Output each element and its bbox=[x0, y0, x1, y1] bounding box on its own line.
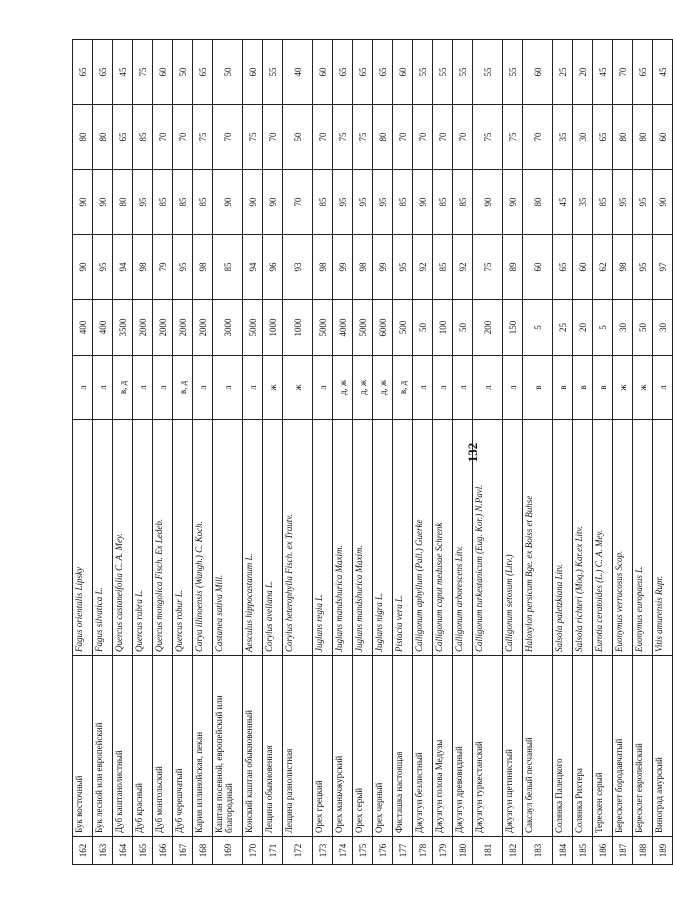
latin-name: Vitis amurensis Rupr. bbox=[653, 420, 673, 656]
row-number: 173 bbox=[313, 837, 333, 865]
row-number: 166 bbox=[153, 837, 173, 865]
value-col-3: 85 bbox=[133, 105, 153, 170]
latin-name: Haloxylon persicum Bge. ex Boiss et Buhse bbox=[523, 420, 553, 656]
page-number: 132 bbox=[465, 442, 480, 463]
value-col-4: 60 bbox=[153, 40, 173, 105]
latin-name: Castanea sativa Mill. bbox=[213, 420, 243, 656]
value-col-3: 70 bbox=[263, 105, 283, 170]
value-col-2: 90 bbox=[503, 170, 523, 235]
category-code: в bbox=[593, 356, 613, 420]
category-code: л bbox=[243, 356, 263, 420]
value-col-1: 98 bbox=[313, 235, 333, 300]
row-number: 168 bbox=[193, 837, 213, 865]
category-code: л bbox=[133, 356, 153, 420]
value-col-4: 55 bbox=[263, 40, 283, 105]
russian-name: Саксаул белый песчаный bbox=[523, 656, 553, 837]
area-value: 50 bbox=[413, 300, 433, 356]
russian-name: Лещина разнолистная bbox=[283, 656, 313, 837]
row-number: 162 bbox=[73, 837, 93, 865]
value-col-3: 35 bbox=[553, 105, 573, 170]
area-value: 100 bbox=[433, 300, 453, 356]
value-col-1: 89 bbox=[503, 235, 523, 300]
value-col-3: 80 bbox=[373, 105, 393, 170]
category-code: д, ж bbox=[353, 356, 373, 420]
area-value: 400 bbox=[93, 300, 113, 356]
table-row bbox=[213, 40, 243, 865]
latin-name: Juglans nigra L. bbox=[373, 420, 393, 656]
value-col-4: 60 bbox=[523, 40, 553, 105]
area-value: 30 bbox=[653, 300, 673, 356]
value-col-1: 96 bbox=[263, 235, 283, 300]
table-row bbox=[593, 40, 613, 865]
row-number: 181 bbox=[473, 837, 503, 865]
value-col-4: 70 bbox=[613, 40, 633, 105]
value-col-1: 75 bbox=[473, 235, 503, 300]
value-col-1: 92 bbox=[453, 235, 473, 300]
table-row bbox=[193, 40, 213, 865]
value-col-4: 55 bbox=[503, 40, 523, 105]
value-col-4: 50 bbox=[173, 40, 193, 105]
value-col-3: 65 bbox=[593, 105, 613, 170]
value-col-3: 70 bbox=[413, 105, 433, 170]
value-col-3: 70 bbox=[153, 105, 173, 170]
russian-name: Терескен серый bbox=[593, 656, 613, 837]
latin-name: Quercus robur L. bbox=[173, 420, 193, 656]
category-code: л bbox=[413, 356, 433, 420]
value-col-1: 97 bbox=[653, 235, 673, 300]
category-code: ж bbox=[263, 356, 283, 420]
latin-name: Fagus silvatica L. bbox=[93, 420, 113, 656]
value-col-3: 75 bbox=[193, 105, 213, 170]
value-col-1: 85 bbox=[213, 235, 243, 300]
value-col-2: 85 bbox=[453, 170, 473, 235]
value-col-3: 80 bbox=[613, 105, 633, 170]
value-col-3: 75 bbox=[243, 105, 263, 170]
latin-name: Juglans regia L. bbox=[313, 420, 333, 656]
value-col-4: 55 bbox=[433, 40, 453, 105]
area-value: 30 bbox=[613, 300, 633, 356]
value-col-2: 95 bbox=[373, 170, 393, 235]
russian-name: Джузгун щетинистый bbox=[503, 656, 523, 837]
row-number: 188 bbox=[633, 837, 653, 865]
value-col-1: 98 bbox=[613, 235, 633, 300]
value-col-4: 75 bbox=[133, 40, 153, 105]
category-code: ж bbox=[613, 356, 633, 420]
value-col-2: 90 bbox=[93, 170, 113, 235]
value-col-3: 70 bbox=[433, 105, 453, 170]
row-number: 163 bbox=[93, 837, 113, 865]
value-col-1: 94 bbox=[243, 235, 263, 300]
value-col-1: 65 bbox=[553, 235, 573, 300]
value-col-4: 65 bbox=[333, 40, 353, 105]
russian-name: Солянка Палецкого bbox=[553, 656, 573, 837]
value-col-4: 50 bbox=[213, 40, 243, 105]
category-code: в bbox=[553, 356, 573, 420]
area-value: 3000 bbox=[213, 300, 243, 356]
value-col-1: 92 bbox=[413, 235, 433, 300]
table-row bbox=[393, 40, 413, 865]
value-col-1: 62 bbox=[593, 235, 613, 300]
value-col-2: 85 bbox=[393, 170, 413, 235]
area-value: 2000 bbox=[133, 300, 153, 356]
value-col-4: 55 bbox=[453, 40, 473, 105]
row-number: 164 bbox=[113, 837, 133, 865]
value-col-2: 35 bbox=[573, 170, 593, 235]
value-col-2: 95 bbox=[353, 170, 373, 235]
area-value: 50 bbox=[633, 300, 653, 356]
latin-name: Calligonum caput medusae Schrenk bbox=[433, 420, 453, 656]
value-col-3: 70 bbox=[523, 105, 553, 170]
value-col-2: 95 bbox=[633, 170, 653, 235]
value-col-2: 85 bbox=[173, 170, 193, 235]
value-col-4: 55 bbox=[413, 40, 433, 105]
row-number: 180 bbox=[453, 837, 473, 865]
value-col-3: 70 bbox=[393, 105, 413, 170]
value-col-2: 45 bbox=[553, 170, 573, 235]
russian-name: Каштан посевной, европейский или благородный bbox=[213, 656, 243, 837]
category-code: л bbox=[93, 356, 113, 420]
row-number: 176 bbox=[373, 837, 393, 865]
value-col-3: 75 bbox=[473, 105, 503, 170]
latin-name: Euonymus verrucosus Scop. bbox=[613, 420, 633, 656]
area-value: 50 bbox=[453, 300, 473, 356]
latin-name: Pistacia vera L. bbox=[393, 420, 413, 656]
value-col-1: 94 bbox=[113, 235, 133, 300]
value-col-4: 25 bbox=[553, 40, 573, 105]
area-value: 3500 bbox=[113, 300, 133, 356]
category-code: л bbox=[193, 356, 213, 420]
area-value: 2000 bbox=[153, 300, 173, 356]
table-row bbox=[413, 40, 433, 865]
russian-name: Орех маньчжурский bbox=[333, 656, 353, 837]
value-col-2: 70 bbox=[283, 170, 313, 235]
table-row bbox=[173, 40, 193, 865]
area-value: 2000 bbox=[173, 300, 193, 356]
category-code: л bbox=[153, 356, 173, 420]
value-col-2: 90 bbox=[473, 170, 503, 235]
value-col-1: 79 bbox=[153, 235, 173, 300]
area-value: 200 bbox=[473, 300, 503, 356]
latin-name: Corylus avellana L. bbox=[263, 420, 283, 656]
latin-name: Eurotia ceratoides (L.) C. A. Mey. bbox=[593, 420, 613, 656]
value-col-2: 90 bbox=[243, 170, 263, 235]
value-col-2: 90 bbox=[653, 170, 673, 235]
category-code: л bbox=[213, 356, 243, 420]
value-col-3: 75 bbox=[353, 105, 373, 170]
value-col-3: 60 bbox=[653, 105, 673, 170]
category-code: в bbox=[573, 356, 593, 420]
value-col-2: 85 bbox=[433, 170, 453, 235]
area-value: 500 bbox=[393, 300, 413, 356]
area-value: 5000 bbox=[243, 300, 263, 356]
table-row bbox=[573, 40, 593, 865]
russian-name: Бук восточный bbox=[73, 656, 93, 837]
table-row bbox=[503, 40, 523, 865]
table-row bbox=[553, 40, 573, 865]
value-col-2: 90 bbox=[73, 170, 93, 235]
value-col-4: 45 bbox=[593, 40, 613, 105]
latin-name: Quercus mongolica Fisch. Ex Ledeb. bbox=[153, 420, 173, 656]
value-col-2: 85 bbox=[313, 170, 333, 235]
value-col-3: 75 bbox=[333, 105, 353, 170]
value-col-1: 93 bbox=[283, 235, 313, 300]
value-col-1: 99 bbox=[373, 235, 393, 300]
table-row bbox=[633, 40, 653, 865]
value-col-2: 90 bbox=[413, 170, 433, 235]
value-col-4: 45 bbox=[653, 40, 673, 105]
value-col-3: 70 bbox=[453, 105, 473, 170]
table-row bbox=[243, 40, 263, 865]
latin-name: Calligonum turkestanicum (Eug. Kor.) N.Pavl. bbox=[473, 420, 503, 656]
table-row bbox=[613, 40, 633, 865]
russian-name: Фисташка настоящая bbox=[393, 656, 413, 837]
value-col-3: 65 bbox=[113, 105, 133, 170]
russian-name: Бересклет бородавчатый bbox=[613, 656, 633, 837]
russian-name: Дуб красный bbox=[133, 656, 153, 837]
row-number: 178 bbox=[413, 837, 433, 865]
value-col-3: 75 bbox=[503, 105, 523, 170]
table-row bbox=[523, 40, 553, 865]
value-col-4: 60 bbox=[243, 40, 263, 105]
value-col-1: 95 bbox=[93, 235, 113, 300]
russian-name: Джузгун безлистный bbox=[413, 656, 433, 837]
value-col-1: 60 bbox=[523, 235, 553, 300]
russian-name: Дуб каштанолистный bbox=[113, 656, 133, 837]
area-value: 400 bbox=[73, 300, 93, 356]
row-number: 183 bbox=[523, 837, 553, 865]
area-value: 2000 bbox=[193, 300, 213, 356]
russian-name: Дуб черешчатый bbox=[173, 656, 193, 837]
russian-name: Орех черный bbox=[373, 656, 393, 837]
latin-name: Calligonum setosum (Litv.) bbox=[503, 420, 523, 656]
area-value: 5 bbox=[593, 300, 613, 356]
latin-name: Euonymus europaeus L. bbox=[633, 420, 653, 656]
row-number: 174 bbox=[333, 837, 353, 865]
category-code: ж bbox=[283, 356, 313, 420]
category-code: л bbox=[503, 356, 523, 420]
russian-name: Джузгун туркестанский bbox=[473, 656, 503, 837]
latin-name: Salsola richteri (Moq.) Kar.ex Litv. bbox=[573, 420, 593, 656]
table-row bbox=[153, 40, 173, 865]
value-col-4: 20 bbox=[573, 40, 593, 105]
value-col-2: 90 bbox=[263, 170, 283, 235]
area-value: 4000 bbox=[333, 300, 353, 356]
category-code: д, ж bbox=[333, 356, 353, 420]
rotated-page-content bbox=[72, 40, 668, 865]
row-number: 189 bbox=[653, 837, 673, 865]
value-col-2: 95 bbox=[333, 170, 353, 235]
value-col-1: 95 bbox=[173, 235, 193, 300]
row-number: 182 bbox=[503, 837, 523, 865]
row-number: 171 bbox=[263, 837, 283, 865]
category-code: в, д bbox=[173, 356, 193, 420]
row-number: 172 bbox=[283, 837, 313, 865]
russian-name: Орех грецкий bbox=[313, 656, 333, 837]
area-value: 1000 bbox=[283, 300, 313, 356]
russian-name: Конский каштан обыкновенный bbox=[243, 656, 263, 837]
row-number: 175 bbox=[353, 837, 373, 865]
value-col-1: 98 bbox=[193, 235, 213, 300]
latin-name: Corylus heterophylla Fisch. ex Trautv. bbox=[283, 420, 313, 656]
area-value: 5000 bbox=[313, 300, 333, 356]
category-code: ж bbox=[633, 356, 653, 420]
value-col-2: 95 bbox=[133, 170, 153, 235]
value-col-3: 70 bbox=[213, 105, 243, 170]
category-code: л bbox=[653, 356, 673, 420]
table-row bbox=[653, 40, 673, 865]
value-col-4: 60 bbox=[393, 40, 413, 105]
value-col-1: 95 bbox=[393, 235, 413, 300]
value-col-2: 80 bbox=[113, 170, 133, 235]
row-number: 170 bbox=[243, 837, 263, 865]
russian-name: Кария иллинойская, пекан bbox=[193, 656, 213, 837]
value-col-1: 98 bbox=[133, 235, 153, 300]
value-col-3: 80 bbox=[73, 105, 93, 170]
table-row bbox=[93, 40, 113, 865]
latin-name: Fagus orientalis Lipsky bbox=[73, 420, 93, 656]
russian-name: Солянка Рихтера bbox=[573, 656, 593, 837]
value-col-4: 65 bbox=[373, 40, 393, 105]
row-number: 169 bbox=[213, 837, 243, 865]
species-table bbox=[72, 39, 673, 865]
row-number: 185 bbox=[573, 837, 593, 865]
value-col-4: 45 bbox=[113, 40, 133, 105]
value-col-4: 55 bbox=[473, 40, 503, 105]
table-row bbox=[333, 40, 353, 865]
table-row bbox=[133, 40, 153, 865]
value-col-4: 65 bbox=[353, 40, 373, 105]
russian-name: Виноград амурский bbox=[653, 656, 673, 837]
russian-name: Бук лесной или европейский bbox=[93, 656, 113, 837]
category-code: в, д bbox=[393, 356, 413, 420]
value-col-2: 80 bbox=[523, 170, 553, 235]
row-number: 179 bbox=[433, 837, 453, 865]
latin-name: Quercus castaneifolia C. A. Mey. bbox=[113, 420, 133, 656]
table-row bbox=[313, 40, 333, 865]
latin-name: Juglans mandshurica Maxim. bbox=[333, 420, 353, 656]
value-col-4: 40 bbox=[283, 40, 313, 105]
russian-name: Джузгун древовидный bbox=[453, 656, 473, 837]
area-value: 20 bbox=[573, 300, 593, 356]
category-code: л bbox=[313, 356, 333, 420]
latin-name: Quercus rubra L. bbox=[133, 420, 153, 656]
russian-name: Орех серый bbox=[353, 656, 373, 837]
area-value: 5 bbox=[523, 300, 553, 356]
value-col-2: 85 bbox=[153, 170, 173, 235]
value-col-1: 85 bbox=[433, 235, 453, 300]
row-number: 184 bbox=[553, 837, 573, 865]
value-col-2: 85 bbox=[193, 170, 213, 235]
value-col-1: 60 bbox=[573, 235, 593, 300]
area-value: 1000 bbox=[263, 300, 283, 356]
latin-name: Calligonum aphyllum (Pall.) Guerke bbox=[413, 420, 433, 656]
area-value: 25 bbox=[553, 300, 573, 356]
value-col-4: 65 bbox=[193, 40, 213, 105]
latin-name: Juglans mandshurica Maxim. bbox=[353, 420, 373, 656]
table-body bbox=[73, 40, 673, 865]
table-row bbox=[433, 40, 453, 865]
value-col-3: 50 bbox=[283, 105, 313, 170]
value-col-3: 70 bbox=[173, 105, 193, 170]
latin-name: Aesculus hippocastanum L. bbox=[243, 420, 263, 656]
table-row bbox=[283, 40, 313, 865]
table-row bbox=[73, 40, 93, 865]
latin-name: Calligonum arborescens Litv. bbox=[453, 420, 473, 656]
row-number: 187 bbox=[613, 837, 633, 865]
value-col-2: 95 bbox=[613, 170, 633, 235]
row-number: 165 bbox=[133, 837, 153, 865]
russian-name: Джузгун голова Медузы bbox=[433, 656, 453, 837]
value-col-1: 90 bbox=[73, 235, 93, 300]
row-number: 186 bbox=[593, 837, 613, 865]
value-col-2: 90 bbox=[213, 170, 243, 235]
category-code: л bbox=[433, 356, 453, 420]
category-code: л bbox=[73, 356, 93, 420]
value-col-4: 65 bbox=[93, 40, 113, 105]
category-code: л bbox=[473, 356, 503, 420]
area-value: 6000 bbox=[373, 300, 393, 356]
russian-name: Дуб монгольский bbox=[153, 656, 173, 837]
russian-name: Бересклет европейский bbox=[633, 656, 653, 837]
row-number: 177 bbox=[393, 837, 413, 865]
value-col-3: 70 bbox=[313, 105, 333, 170]
value-col-3: 30 bbox=[573, 105, 593, 170]
value-col-1: 99 bbox=[333, 235, 353, 300]
category-code: в bbox=[523, 356, 553, 420]
category-code: д, ж bbox=[373, 356, 393, 420]
value-col-4: 60 bbox=[313, 40, 333, 105]
latin-name: Carya illinoensis (Wangh.) C. Koch. bbox=[193, 420, 213, 656]
value-col-3: 80 bbox=[93, 105, 113, 170]
table-row bbox=[353, 40, 373, 865]
value-col-1: 98 bbox=[353, 235, 373, 300]
category-code: в, д bbox=[113, 356, 133, 420]
value-col-3: 80 bbox=[633, 105, 653, 170]
table-row bbox=[263, 40, 283, 865]
area-value: 150 bbox=[503, 300, 523, 356]
table-row bbox=[113, 40, 133, 865]
value-col-4: 65 bbox=[73, 40, 93, 105]
russian-name: Лещина обыкновенная bbox=[263, 656, 283, 837]
table-row bbox=[373, 40, 393, 865]
latin-name: Salsola paletzkiana Litv. bbox=[553, 420, 573, 656]
value-col-2: 85 bbox=[593, 170, 613, 235]
value-col-1: 95 bbox=[633, 235, 653, 300]
area-value: 5000 bbox=[353, 300, 373, 356]
value-col-4: 65 bbox=[633, 40, 653, 105]
row-number: 167 bbox=[173, 837, 193, 865]
category-code: л bbox=[453, 356, 473, 420]
